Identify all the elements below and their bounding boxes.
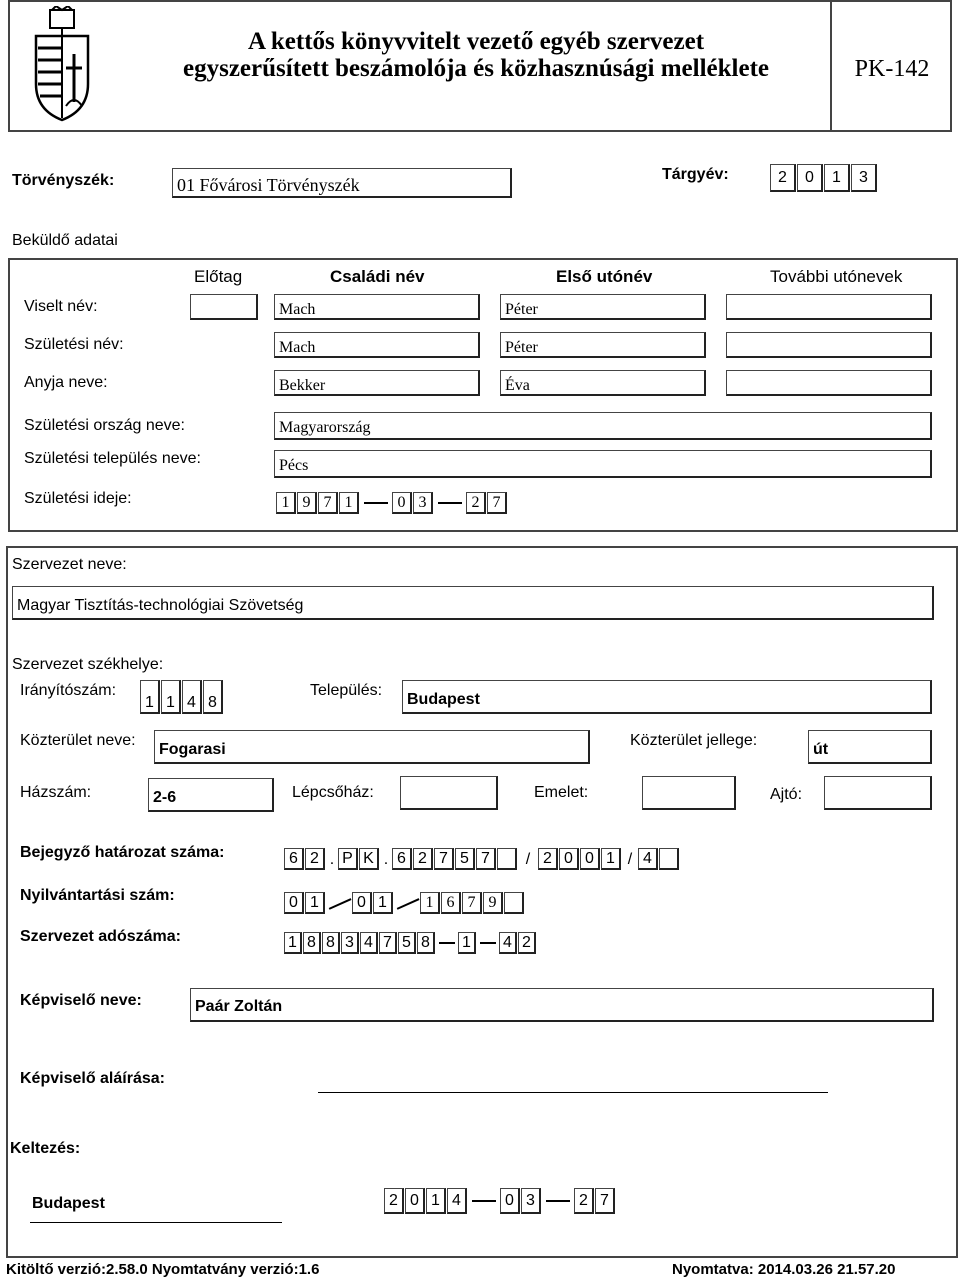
year-digit: 3 xyxy=(851,164,877,192)
dating-date-boxes[interactable] xyxy=(384,1188,616,1214)
reg-decision-char xyxy=(659,848,679,870)
reg-decision-char: 2 xyxy=(305,848,325,870)
tax-digit: 1 xyxy=(458,932,476,954)
tax-digit: 8 xyxy=(303,932,321,954)
slash-separator xyxy=(394,892,420,914)
year-digit: 1 xyxy=(824,164,850,192)
org-name-field[interactable]: Magyar Tisztítás-technológiai Szövetség xyxy=(12,586,934,620)
birth-date-digit: 1 xyxy=(339,492,359,514)
birth-date-digit: 2 xyxy=(466,492,486,514)
house-label: Házszám: xyxy=(20,784,92,801)
coat-of-arms-icon xyxy=(30,6,94,124)
tax-digit: 4 xyxy=(499,932,517,954)
footer-version: Kitöltő verzió:2.58.0 Nyomtatvány verzió:1.6 xyxy=(6,1261,320,1278)
birth-date-label: Születési ideje: xyxy=(24,490,132,507)
city-label: Település: xyxy=(310,682,383,699)
birth-further-field[interactable] xyxy=(726,332,932,358)
tax-digit: 7 xyxy=(379,932,397,954)
reg-decision-char: 7 xyxy=(434,848,454,870)
worn-first-field[interactable]: Péter xyxy=(500,294,706,320)
date-dash xyxy=(438,502,462,504)
year-digit: 2 xyxy=(770,164,796,192)
stair-field[interactable] xyxy=(400,776,498,810)
dating-digit: 7 xyxy=(595,1188,615,1214)
dot-separator: . xyxy=(383,851,389,868)
col-family: Családi név xyxy=(330,267,425,286)
rep-name-label: Képviselő neve: xyxy=(20,992,142,1009)
date-dash xyxy=(364,502,388,504)
dot-separator: . xyxy=(329,851,335,868)
birth-country-field[interactable]: Magyarország xyxy=(274,412,932,440)
birth-date-digit: 3 xyxy=(413,492,433,514)
tax-digit: 3 xyxy=(341,932,359,954)
dating-place-line xyxy=(30,1222,282,1223)
birth-date-digit: 0 xyxy=(392,492,412,514)
court-label: Törvényszék: xyxy=(12,172,115,189)
dating-digit: 0 xyxy=(500,1188,520,1214)
slash-separator: / xyxy=(627,851,633,868)
tax-digit: 8 xyxy=(322,932,340,954)
reg-number-digit xyxy=(504,892,524,914)
reg-decision-char: 4 xyxy=(638,848,658,870)
birth-city-field[interactable]: Pécs xyxy=(274,450,932,478)
dating-place[interactable]: Budapest xyxy=(32,1195,105,1212)
stair-label: Lépcsőház: xyxy=(292,784,374,801)
mother-name-label: Anyja neve: xyxy=(24,374,108,391)
reg-number-digit: 1 xyxy=(305,892,325,914)
dating-digit: 4 xyxy=(447,1188,467,1214)
reg-decision-char: 1 xyxy=(601,848,621,870)
worn-prefix-field[interactable] xyxy=(190,294,258,320)
zip-digit: 1 xyxy=(161,680,181,714)
reg-decision-char: 6 xyxy=(392,848,412,870)
reg-decision-char: K xyxy=(359,848,379,870)
date-dash xyxy=(546,1200,570,1202)
reg-decision-char: 6 xyxy=(284,848,304,870)
org-seat-label: Szervezet székhelye: xyxy=(12,656,164,673)
org-name-label: Szervezet neve: xyxy=(12,556,127,573)
reg-number-label: Nyilvántartási szám: xyxy=(20,887,175,904)
year-label: Tárgyév: xyxy=(662,166,729,183)
zip-digit: 8 xyxy=(203,680,223,714)
reg-decision-char: 2 xyxy=(413,848,433,870)
dating-digit: 3 xyxy=(521,1188,541,1214)
year-boxes[interactable] xyxy=(770,164,878,192)
reg-decision-char xyxy=(497,848,517,870)
dating-digit: 0 xyxy=(405,1188,425,1214)
rep-sign-label: Képviselő aláírása: xyxy=(20,1070,165,1087)
door-field[interactable] xyxy=(824,776,932,810)
mother-further-field[interactable] xyxy=(726,370,932,396)
birth-date-digit: 7 xyxy=(487,492,507,514)
birth-date-boxes[interactable] xyxy=(276,492,508,514)
zip-label: Irányítószám: xyxy=(20,682,117,699)
street-type-field[interactable]: út xyxy=(808,730,932,764)
reg-decision-char: P xyxy=(338,848,358,870)
birth-date-digit: 9 xyxy=(297,492,317,514)
street-type-label: Közterület jellege: xyxy=(630,732,758,749)
zip-boxes[interactable] xyxy=(140,680,224,714)
tax-dash xyxy=(439,942,455,944)
zip-digit: 1 xyxy=(140,680,160,714)
col-further: További utónevek xyxy=(770,267,903,286)
floor-label: Emelet: xyxy=(534,784,589,801)
dating-digit: 2 xyxy=(384,1188,404,1214)
sender-section-label: Beküldő adatai xyxy=(12,232,118,249)
rep-name-field[interactable]: Paár Zoltán xyxy=(190,988,934,1022)
reg-number-digit: 7 xyxy=(462,892,482,914)
tax-digit: 2 xyxy=(518,932,536,954)
reg-decision-char: 0 xyxy=(559,848,579,870)
worn-name-label: Viselt név: xyxy=(24,298,98,315)
house-field[interactable]: 2-6 xyxy=(148,778,274,812)
birth-date-digit: 1 xyxy=(276,492,296,514)
birth-date-digit: 7 xyxy=(318,492,338,514)
mother-family-field[interactable]: Bekker xyxy=(274,370,480,396)
court-field[interactable]: 01 Fővárosi Törvényszék xyxy=(172,168,512,198)
date-dash xyxy=(472,1200,496,1202)
slash-separator xyxy=(326,892,352,914)
tax-dash xyxy=(480,942,496,944)
door-label: Ajtó: xyxy=(770,786,803,803)
zip-digit: 4 xyxy=(182,680,202,714)
year-digit: 0 xyxy=(797,164,823,192)
form-title-line2: egyszerűsített beszámolója és közhasznúsági melléklete xyxy=(183,55,769,82)
dating-digit: 2 xyxy=(574,1188,594,1214)
tax-boxes[interactable] xyxy=(284,932,537,954)
tax-label: Szervezet adószáma: xyxy=(20,928,181,945)
street-field[interactable]: Fogarasi xyxy=(154,730,590,764)
reg-number-digit: 6 xyxy=(441,892,461,914)
floor-field[interactable] xyxy=(642,776,736,810)
birth-family-field[interactable]: Mach xyxy=(274,332,480,358)
reg-number-digit: 1 xyxy=(373,892,393,914)
form-title-line1: A kettős könyvvitelt vezető egyéb szervezet xyxy=(247,28,705,55)
signature-line[interactable] xyxy=(318,1092,828,1093)
tax-digit: 4 xyxy=(360,932,378,954)
dating-label: Keltezés: xyxy=(10,1140,81,1157)
worn-family-field[interactable]: Mach xyxy=(274,294,480,320)
reg-decision-char: 7 xyxy=(476,848,496,870)
reg-decision-boxes[interactable] xyxy=(284,848,680,870)
reg-number-digit: 9 xyxy=(483,892,503,914)
birth-name-label: Születési név: xyxy=(24,336,124,353)
col-prefix: Előtag xyxy=(194,267,243,286)
birth-first-field[interactable]: Péter xyxy=(500,332,706,358)
city-field[interactable]: Budapest xyxy=(402,680,932,714)
mother-first-field[interactable]: Éva xyxy=(500,370,706,396)
worn-further-field[interactable] xyxy=(726,294,932,320)
dating-digit: 1 xyxy=(426,1188,446,1214)
tax-digit: 1 xyxy=(284,932,302,954)
form-code: PK-142 xyxy=(854,56,930,82)
reg-decision-char: 0 xyxy=(580,848,600,870)
tax-digit: 8 xyxy=(417,932,435,954)
birth-country-label: Születési ország neve: xyxy=(24,417,185,434)
reg-number-digit: 1 xyxy=(420,892,440,914)
reg-number-digit: 0 xyxy=(284,892,304,914)
reg-decision-char: 2 xyxy=(538,848,558,870)
reg-number-digit: 0 xyxy=(352,892,372,914)
reg-decision-label: Bejegyző határozat száma: xyxy=(20,844,225,861)
birth-city-label: Születési település neve: xyxy=(24,450,201,467)
footer-printed: Nyomtatva: 2014.03.26 21.57.20 xyxy=(672,1261,896,1278)
reg-decision-char: 5 xyxy=(455,848,475,870)
tax-digit: 5 xyxy=(398,932,416,954)
reg-number-boxes[interactable] xyxy=(284,892,525,914)
col-first: Első utónév xyxy=(556,267,653,286)
slash-separator: / xyxy=(525,851,531,868)
street-label: Közterület neve: xyxy=(20,732,136,749)
